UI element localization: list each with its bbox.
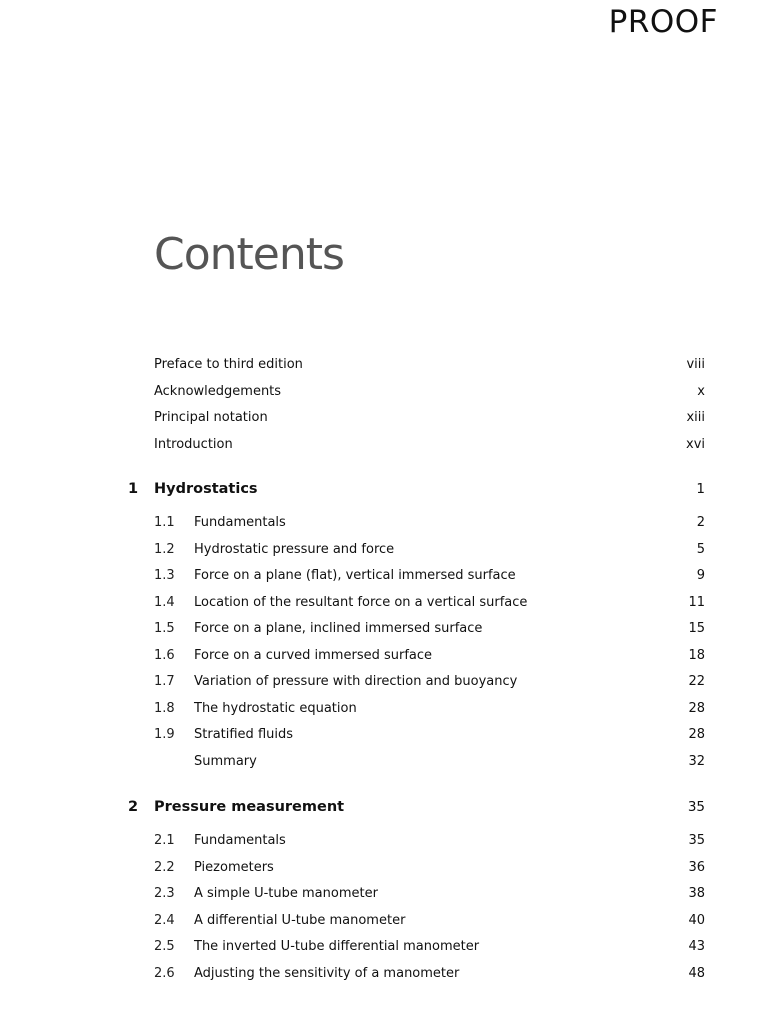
section-number: 1.4 [154, 594, 175, 610]
section-title: Summary [194, 753, 257, 769]
section-title: Fundamentals [194, 833, 286, 848]
toc-entry-page: xvi [686, 436, 705, 452]
section-number: 1.5 [154, 621, 175, 636]
section-title: A differential U-tube manometer [194, 912, 406, 928]
section-number: 2.5 [154, 939, 175, 954]
section-page: 2 [696, 515, 705, 530]
section-title: Variation of pressure with direction and buoyancy [194, 674, 518, 689]
toc-section[interactable] [0, 643, 768, 670]
toc-section[interactable] [0, 590, 768, 617]
toc-section[interactable] [0, 934, 768, 961]
section-page: 22 [688, 674, 705, 689]
section-number: 2.6 [154, 965, 175, 981]
chapter-number: 2 [128, 799, 139, 815]
section-title: Piezometers [194, 859, 274, 875]
toc-section[interactable] [0, 616, 768, 643]
section-number: 1.8 [154, 700, 175, 716]
section-page: 43 [688, 939, 705, 954]
section-page: 40 [688, 912, 705, 928]
chapter-title: Pressure measurement [154, 799, 345, 815]
section-number: 2.4 [154, 912, 175, 928]
toc-section[interactable] [0, 828, 768, 855]
section-number: 1.1 [154, 515, 175, 530]
section-page: 32 [688, 753, 705, 769]
spacer [0, 503, 768, 510]
section-page: 28 [688, 727, 705, 742]
section-number: 1.2 [154, 541, 175, 557]
toc-section[interactable] [0, 881, 768, 908]
section-page: 9 [696, 568, 705, 583]
chapter-page: 35 [687, 799, 705, 815]
toc-entry-page: viii [686, 357, 705, 372]
section-page: 18 [688, 647, 705, 663]
section-page: 38 [688, 886, 705, 901]
spacer [0, 775, 768, 793]
spacer [0, 821, 768, 828]
section-number: 1.3 [154, 568, 175, 583]
toc-entry-introduction[interactable] [0, 432, 768, 459]
section-title: Hydrostatic pressure and force [194, 541, 395, 557]
section-page: 28 [688, 700, 705, 716]
toc-section-summary[interactable] [0, 749, 768, 776]
section-title: Force on a plane, inclined immersed surface [194, 621, 483, 636]
section-number: 1.6 [154, 647, 175, 663]
table-of-contents [0, 352, 768, 987]
chapter-page: 1 [696, 481, 705, 497]
section-number: 1.7 [154, 674, 175, 689]
section-number: 2.2 [154, 859, 175, 875]
toc-entry-label: Introduction [154, 436, 233, 452]
section-title: Fundamentals [194, 515, 286, 530]
section-title: A simple U-tube manometer [194, 886, 378, 901]
section-number: 2.3 [154, 886, 175, 901]
toc-section[interactable] [0, 563, 768, 590]
toc-entry-acknowledgements[interactable] [0, 379, 768, 406]
section-page: 48 [688, 965, 705, 981]
toc-entry-notation[interactable] [0, 405, 768, 432]
toc-section[interactable] [0, 669, 768, 696]
section-page: 5 [696, 541, 705, 557]
section-title: The inverted U-tube differential manometer [194, 939, 480, 954]
toc-entry-page: xiii [686, 410, 705, 425]
page-title: Contents [154, 229, 344, 281]
toc-section[interactable] [0, 510, 768, 537]
proof-stamp: PROOF [608, 4, 718, 40]
chapter-number: 1 [128, 481, 139, 497]
toc-chapter-2[interactable] [0, 793, 768, 821]
toc-entry-preface[interactable] [0, 352, 768, 379]
toc-section[interactable] [0, 696, 768, 723]
section-page: 35 [688, 833, 705, 848]
toc-chapter-1[interactable] [0, 475, 768, 503]
section-page: 11 [688, 594, 705, 610]
toc-entry-label: Principal notation [154, 410, 268, 425]
spacer [0, 458, 768, 475]
section-number: 1.9 [154, 727, 175, 742]
toc-entry-page: x [697, 383, 705, 399]
toc-section[interactable] [0, 855, 768, 882]
section-title: Force on a curved immersed surface [194, 647, 433, 663]
section-title: The hydrostatic equation [194, 700, 357, 716]
section-title: Location of the resultant force on a vertical surface [194, 594, 528, 610]
toc-section[interactable] [0, 537, 768, 564]
section-page: 15 [688, 621, 705, 636]
toc-entry-label: Preface to third edition [154, 357, 303, 372]
toc-section[interactable] [0, 722, 768, 749]
section-page: 36 [688, 859, 705, 875]
section-title: Adjusting the sensitivity of a manometer [194, 965, 460, 981]
toc-entry-label: Acknowledgements [154, 383, 282, 399]
toc-section[interactable] [0, 961, 768, 988]
toc-section[interactable] [0, 908, 768, 935]
section-title: Stratified fluids [194, 727, 294, 742]
section-number: 2.1 [154, 833, 175, 848]
chapter-title: Hydrostatics [154, 481, 258, 497]
section-title: Force on a plane (flat), vertical immersed surface [194, 568, 516, 583]
